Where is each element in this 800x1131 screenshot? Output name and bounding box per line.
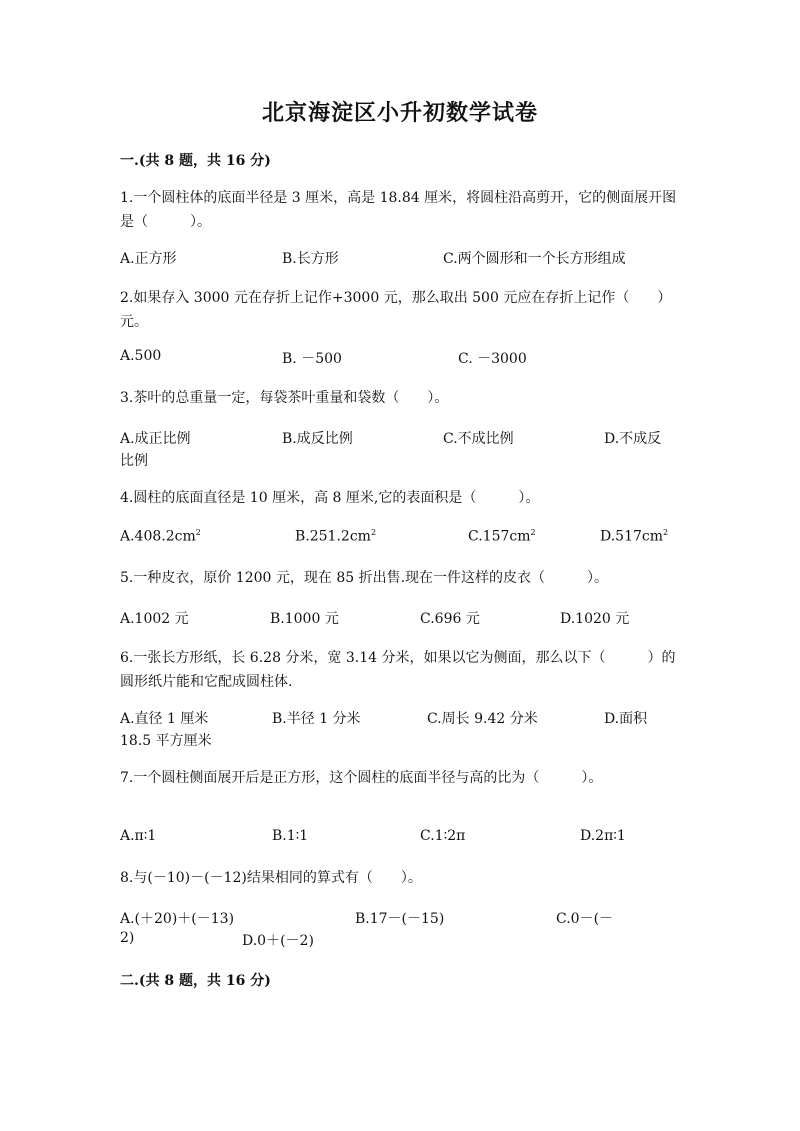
q7-option-b: B.1∶1	[272, 828, 309, 844]
q1-option-a: A.正方形	[120, 251, 177, 267]
q1-option-b: B.长方形	[282, 251, 339, 267]
q3-option-c: C.不成比例	[443, 431, 514, 447]
question-1: 1.一个圆柱体的底面半径是 3 厘米，高是 18.84 厘米，将圆柱沿高剪开，它的侧面展开图是（ ）。	[120, 190, 677, 230]
q7-option-a: A.π∶1	[120, 828, 157, 844]
q2-option-c: C. －3000	[458, 351, 527, 367]
q8-option-a: A.(＋20)＋(－13)	[120, 911, 235, 927]
question-2: 2.如果存入 3000 元在存折上记作+3000 元，那么取出 500 元应在存折上记作（ ）元。	[120, 290, 672, 330]
q6-option-a: A.直径 1 厘米	[120, 711, 209, 727]
question-7: 7.一个圆柱侧面展开后是正方形，这个圆柱的底面半径与高的比为（ ）。	[120, 770, 603, 786]
q8-option-b: B.17－(－15)	[355, 911, 445, 927]
q4-option-d: $D.517cm^2$	[600, 528, 669, 545]
q3-option-b: B.成反比例	[282, 431, 353, 447]
q4-option-a: $A.408.2cm^2$	[120, 528, 201, 545]
q6-option-d-continuation: 18.5 平方厘米	[120, 733, 212, 749]
question-3: 3.茶叶的总重量一定，每袋茶叶重量和袋数（ ）。	[120, 390, 449, 406]
question-8: 8.与(－10)－(－12)结果相同的算式有（ ）。	[120, 870, 422, 886]
q4-option-c: $C.157cm^2$	[468, 528, 536, 545]
q8-option-c-continuation: 2)	[120, 930, 135, 946]
q3-option-d-continuation: 比例	[120, 453, 148, 469]
question-6: 6.一张长方形纸，长 6.28 分米，宽 3.14 分米，如果以它为侧面，那么以下（ ）的圆形纸片能和它配成圆柱体.	[120, 650, 676, 690]
q4-option-b: $B.251.2cm^2$	[295, 528, 377, 545]
q5-option-b: B.1000 元	[270, 611, 339, 627]
section-heading-2: 二.(共 8 题，共 16 分)	[120, 973, 271, 989]
q5-option-a: A.1002 元	[120, 611, 189, 627]
q2-option-b: B. －500	[282, 351, 342, 367]
question-5: 5.一种皮衣，原价 1200 元，现在 85 折出售.现在一件这样的皮衣（ ）。	[120, 570, 609, 586]
q2-option-a: A.500	[120, 348, 162, 364]
q3-option-d: D.不成反	[604, 431, 662, 447]
question-4: 4.圆柱的底面直径是 10 厘米，高 8 厘米,它的表面积是（ ）。	[120, 490, 540, 506]
q1-option-c: C.两个圆形和一个长方形组成	[443, 251, 626, 267]
q8-option-d: D.0＋(－2)	[242, 933, 314, 949]
q5-option-c: C.696 元	[420, 611, 480, 627]
q6-option-c: C.周长 9.42 分米	[427, 711, 538, 727]
section-heading-1: 一.(共 8 题，共 16 分)	[120, 153, 271, 169]
q3-option-a: A.成正比例	[120, 431, 191, 447]
q5-option-d: D.1020 元	[560, 611, 630, 627]
q8-option-c: C.0－(－	[556, 911, 614, 927]
q7-option-c: C.1∶2π	[420, 828, 466, 844]
q6-option-b: B.半径 1 分米	[272, 711, 361, 727]
q6-option-d: D.面积	[604, 711, 648, 727]
page-title: 北京海淀区小升初数学试卷	[261, 100, 538, 126]
q7-option-d: D.2π∶1	[580, 828, 626, 844]
